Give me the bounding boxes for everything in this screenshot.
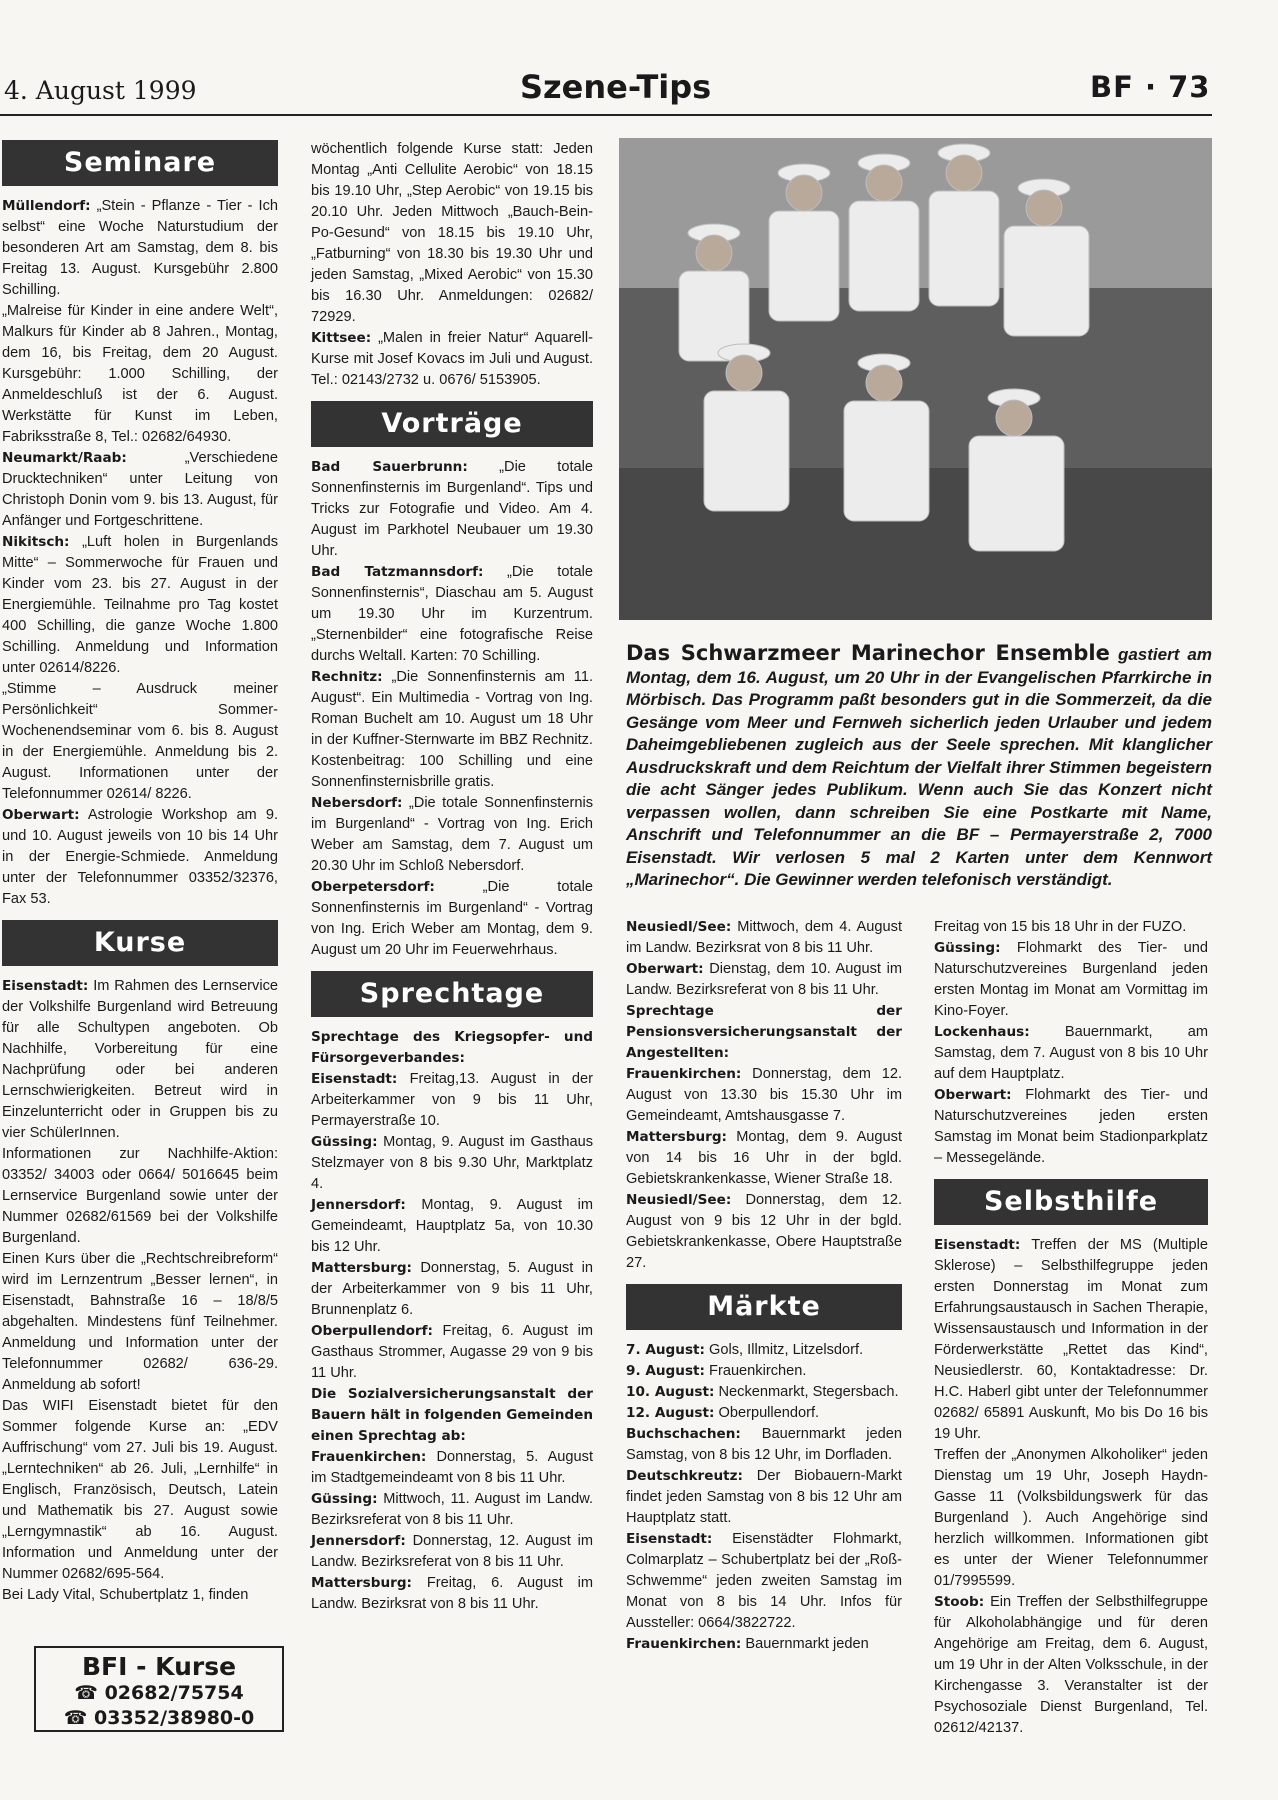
article: Neusiedl/See: Donnerstag, dem 12. August von 9 bis 12 Uhr in der bgld. Gebietskrankenkasse, Obere Hauptstraße 27. — [626, 1192, 902, 1271]
issue-date: 4. August 1999 — [4, 76, 197, 105]
article: Sprechtage des Kriegsopfer- und Fürsorgeverbandes: — [311, 1029, 593, 1066]
article: Mattersburg: Freitag, 6. August im Landw. Bezirksrat von 8 bis 11 Uhr. — [311, 1575, 593, 1612]
article: Buchschachen: Bauernmarkt jeden Samstag, von 8 bis 12 Uhr, im Dorfladen. — [626, 1426, 902, 1463]
heading-seminare: Seminare — [2, 140, 278, 186]
bfi-title: BFI - Kurse — [81, 1652, 237, 1681]
column-4 — [934, 917, 1208, 1739]
article: wöchentlich folgende Kurse statt: Jeden Montag „Anti Cellulite Aerobic“ von 18.15 bis 19.10 Uhr, „Step Aerobic“ von 19.15 bis 20.10 Uhr. Jeden Mittwoch „Bauch-Bein-Po-Gesund“ von 18.15 bis 19.10 Uhr, „Fatburning“ von 18.30 bis 19.30 Uhr und jeden Samstag, „Mixed Aerobic“ von 15.30 bis 16.30 Uhr. Anmeldungen: 02682/ 72929. — [311, 141, 593, 325]
article: Neusiedl/See: Mittwoch, dem 4. August im Landw. Bezirksrat von 8 bis 11 Uhr. — [626, 919, 902, 956]
article: Bad Tatzmannsdorf: „Die totale Sonnenfinsternis“, Diaschau am 5. August um 19.30 Uhr im Kurzentrum. „Sternenbilder“ eine fotografische Reise durchs Weltall. Karten: 70 Schilling. — [311, 564, 593, 664]
article: Mattersburg: Montag, dem 9. August von 14 bis 16 Uhr in der bgld. Gebietskrankenkasse, Wiener Straße 18. — [626, 1129, 902, 1187]
article: Frauenkirchen: Donnerstag, 5. August im Stadtgemeindeamt von 8 bis 11 Uhr. — [311, 1449, 593, 1486]
article: Einen Kurs über die „Rechtschreibreform“ wird im Lernzentrum „Besser lernen“, in Eisenstadt, Bahnstraße 16 – 18/8/5 abgehalten. Mindestens fünf Teilnehmer. Anmeldung und Information unter der Telefonnummer 02682/ 636-29. Anmeldung ab sofort! — [2, 1251, 278, 1393]
heading-sprechtage: Sprechtage — [311, 971, 593, 1017]
article: Oberwart: Dienstag, dem 10. August im Landw. Bezirksreferat von 8 bis 11 Uhr. — [626, 961, 902, 998]
article: Jennersdorf: Montag, 9. August im Gemeindeamt, Hauptplatz 5a, von 10.30 bis 12 Uhr. — [311, 1197, 593, 1255]
article: 9. August: Frauenkirchen. — [626, 1363, 807, 1379]
bfi-ad-box — [34, 1646, 284, 1732]
article: Frauenkirchen: Bauernmarkt jeden — [626, 1636, 869, 1652]
article: Oberpetersdorf: „Die totale Sonnenfinsternis im Burgenland“ - Vortrag von Ing. Erich Weber am Montag, dem 9. August um 20 Uhr im Feuerwehrhaus. — [311, 879, 593, 958]
article: Neumarkt/Raab: „Verschiedene Drucktechniken“ unter Leitung von Christoph Donin vom 9. bis 13. August, für Anfänger und Fortgeschrittene. — [2, 450, 278, 529]
article: Nikitsch: „Luft holen in Burgenlands Mitte“ – Sommerwoche für Frauen und Kinder vom 23. bis 27. August in der Energiemühle. Teilnahme pro Tag kostet 400 Schilling, die ganze Woche 1.800 Schilling. Anmeldung und Information unter 02614/8226. — [2, 534, 278, 676]
caption-text: gastiert am Montag, dem 16. August, um 20 Uhr in der Evangelischen Pfarrkirche in Mörbisch. Das Programm paßt besonders gut in die Sommerzeit, da die Gesänge vom Meer und Fernweh sicherlich jeden Urlauber und jedem Daheimgebliebenen zugleich aus der Seele sprechen. Mit klanglicher Ausdruckskraft und dem Reichtum der Vielfalt ihrer Stimmen begeistern die acht Sänger jedes Publikum. Wenn auch Sie das Konzert nicht verpassen wollen, dann schreiben Sie eine Postkarte mit Name, Anschrift und Telefonnummer an die BF – Permayerstraße 2, 7000 Eisenstadt. Wir verlosen 5 mal 2 Karten unter dem Kennwort „Marinechor“. Die Gewinner werden telefonisch verständigt. — [626, 645, 1212, 889]
article: Müllendorf: „Stein - Pflanze - Tier - Ich selbst“ eine Woche Naturstudium der besonderen Art am Samstag, dem 8. bis Freitag 13. August. Kursgebühr 2.800 Schilling. — [2, 198, 278, 298]
article: Lockenhaus: Bauernmarkt, am Samstag, dem 7. August von 8 bis 10 Uhr auf dem Hauptplatz. — [934, 1024, 1208, 1082]
column-3 — [626, 917, 902, 1655]
article: Güssing: Montag, 9. August im Gasthaus Stelzmayer von 8 bis 9.30 Uhr, Marktplatz 4. — [311, 1134, 593, 1192]
heading-vortraege: Vorträge — [311, 401, 593, 447]
photo-caption — [626, 642, 1212, 892]
choir-photo-illustration — [619, 138, 1212, 620]
article: Güssing: Flohmarkt des Tier- und Naturschutzvereines Burgenland jeden ersten Montag im Monat am Vormittag im Kino-Foyer. — [934, 940, 1208, 1019]
article: Nebersdorf: „Die totale Sonnenfinsternis im Burgenland“ - Vortrag von Ing. Erich Weber am Samstag, dem 7. August um 20.30 Uhr im Schloß Nebersdorf. — [311, 795, 593, 874]
heading-selbsthilfe: Selbsthilfe — [934, 1179, 1208, 1225]
article: Eisenstadt: Treffen der MS (Multiple Sklerose) – Selbsthilfegruppe jeden ersten Donnerstag im Monat zum Erfahrungsaustausch in Sachen Therapie, Wissensaustausch und Information in der Förderwerkstätte „Rettet das Kind“, Neusiedlerstr. 60, Kontaktadresse: Dr. H.C. Haberl gibt unter der Telefonnummer 02682/ 65891 Auskunft, Mo bis Do 16 bis 19 Uhr. — [934, 1237, 1208, 1442]
article: 12. August: Oberpullendorf. — [626, 1405, 820, 1421]
article: Eisenstadt: Freitag,13. August in der Arbeiterkammer von 9 bis 11 Uhr, Permayerstraße 10. — [311, 1071, 593, 1129]
article: Kittsee: „Malen in freier Natur“ Aquarell-Kurse mit Josef Kovacs im Juli und August. Tel.: 02143/2732 u. 0676/ 5153905. — [311, 330, 593, 388]
article: Bad Sauerbrunn: „Die totale Sonnenfinsternis im Burgenland“. Tips und Tricks zur Fotografie und Video. Am 4. August im Parkhotel Neubauer um 19.30 Uhr. — [311, 459, 593, 559]
choir-photo — [619, 138, 1212, 620]
article: Eisenstadt: Im Rahmen des Lernservice der Volkshilfe Burgenland wird Betreuung für alle Schultypen angeboten. Ob Nachhilfe, Vorbereitung für eine Nachprüfung oder bei anderen Lernschwierigkeiten. Betreut wird in Einzelunterricht oder in Gruppen bis zu vier SchülerInnen. — [2, 978, 278, 1141]
article: Informationen zur Nachhilfe-Aktion: 03352/ 34003 oder 0664/ 5016645 beim Lernservice Burgenland sowie unter der Nummer 02682/61569 bei der Volkshilfe Burgenland. — [2, 1146, 278, 1246]
section-title: Szene-Tips — [520, 68, 712, 106]
article: Das WIFI Eisenstadt bietet für den Sommer folgende Kurse an: „EDV Auffrischung“ vom 27. Juli bis 19. August. „Lerntechniken“ ab 26. Juli, „Lernhilfe“ in Englisch, Französisch, Deutsch, Latein und Mathematik bis 27. August sowie „Lerngymnastik“ ab 16. August. Information und Anmeldung unter der Nummer 02682/695-564. — [2, 1398, 278, 1582]
article: Die Sozialversicherungsanstalt der Bauern hält in folgenden Gemeinden einen Sprechtag ab: — [311, 1386, 593, 1444]
bfi-phone-1: ☎ 02682/75754 — [74, 1682, 244, 1704]
article: „Stimme – Ausdruck meiner Persönlichkeit“ Sommer-Wochenendseminar vom 6. bis 8. August in der Energiemühle. Anmeldung bis 2. August. Informationen unter der Telefonnummer 02614/ 8226. — [2, 681, 278, 802]
column-1 — [2, 140, 278, 1606]
heading-kurse: Kurse — [2, 920, 278, 966]
article: Freitag von 15 bis 18 Uhr in der FUZO. — [934, 919, 1187, 935]
article: Treffen der „Anonymen Alkoholiker“ jeden Dienstag um 19 Uhr, Joseph Haydn-Gasse 11 (Volksbildungswerk für das Burgenland ). Auch Angehörige sind herzlich willkommen. Informationen gibt es unter der Wiener Telefonnummer 01/7995599. — [934, 1447, 1208, 1589]
article: Frauenkirchen: Donnerstag, dem 12. August von 13.30 bis 15.30 Uhr im Gemeindeamt, Amtshausgasse 7. — [626, 1066, 902, 1124]
article: Sprechtage der Pensionsversicherungsanstalt der Angestellten: — [626, 1003, 902, 1061]
heading-maerkte: Märkte — [626, 1284, 902, 1330]
article: 10. August: Neckenmarkt, Stegersbach. — [626, 1384, 899, 1400]
article: Oberwart: Astrologie Workshop am 9. und 10. August jeweils von 10 bis 14 Uhr in der Energie-Schmiede. Anmeldung unter der Telefonnummer 03352/32376, Fax 53. — [2, 807, 278, 907]
article: Oberpullendorf: Freitag, 6. August im Gasthaus Strommer, Augasse 29 von 9 bis 11 Uhr. — [311, 1323, 593, 1381]
article: Güssing: Mittwoch, 11. August im Landw. Bezirksreferat von 8 bis 11 Uhr. — [311, 1491, 593, 1528]
column-2 — [311, 139, 593, 1615]
article: Mattersburg: Donnerstag, 5. August in der Arbeiterkammer von 9 bis 11 Uhr, Brunnenplatz 6. — [311, 1260, 593, 1318]
article: 7. August: Gols, Illmitz, Litzelsdorf. — [626, 1342, 864, 1358]
article: Eisenstadt: Eisenstädter Flohmarkt, Colmarplatz – Schubertplatz bei der „Roß-Schwemme“ jeden zweiten Samstag im Monat von 8 bis 14 Uhr. Infos für Aussteller: 0664/3822722. — [626, 1531, 902, 1631]
article: „Malreise für Kinder in eine andere Welt“, Malkurs für Kinder ab 8 Jahren., Montag, dem 16, bis Freitag, dem 20 August. Kursgebühr: 1.000 Schilling, der Anmeldeschluß ist der 6. August. Werkstätte für Kunst im Leben, Fabriksstraße 8, Tel.: 02682/64930. — [2, 303, 278, 445]
page-number: BF · 73 — [1090, 70, 1211, 104]
article: Stoob: Ein Treffen der Selbsthilfegruppe für Alkoholabhängige und für deren Angehörige am Freitag, dem 6. August, um 19 Uhr in der Alten Volksschule, in der Kirchengasse 3. Veranstalter ist der Psychosoziale Dienst Burgenland, Tel. 02612/42137. — [934, 1594, 1208, 1736]
header-rule — [0, 114, 1212, 116]
article: Oberwart: Flohmarkt des Tier- und Naturschutzvereines jeden ersten Samstag im Monat beim Stadionparkplatz – Messegelände. — [934, 1087, 1208, 1166]
caption-lead: Das Schwarzmeer Marinechor Ensemble — [626, 641, 1110, 665]
bfi-phone-2: ☎ 03352/38980-0 — [63, 1707, 255, 1729]
article: Rechnitz: „Die Sonnenfinsternis am 11. August“. Ein Multimedia - Vortrag von Ing. Roman Buchelt am 10. August um 18 Uhr in der Kuffner-Sternwarte im BBZ Rechnitz. Kostenbeitrag: 100 Schilling und eine Sonnenfinsternisbrille gratis. — [311, 669, 593, 790]
article: Deutschkreutz: Der Biobauern-Markt findet jeden Samstag von 8 bis 12 Uhr am Hauptplatz statt. — [626, 1468, 902, 1526]
article: Bei Lady Vital, Schubertplatz 1, finden — [2, 1587, 249, 1603]
article: Jennersdorf: Donnerstag, 12. August im Landw. Bezirksreferat von 8 bis 11 Uhr. — [311, 1533, 593, 1570]
